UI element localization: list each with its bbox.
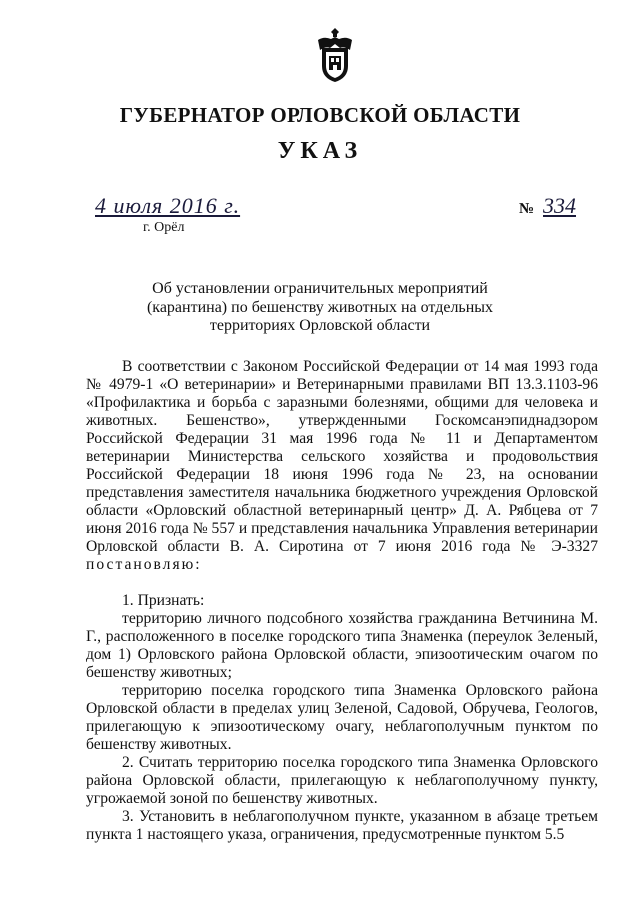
- decree-body: [86, 358, 598, 844]
- subject-line: (карантина) по бешенству животных на отдельных: [146, 298, 494, 316]
- number-label: №: [519, 201, 535, 217]
- handwritten-date: 4 июля 2016 г.: [95, 193, 241, 218]
- clause-3: 3. Установить в неблагополучном пункте, указанном в абзаце третьем пункта 1 настоящего указа, ограничения, предусмотренные пунктом 5.5: [86, 808, 598, 843]
- authority-title: ГУБЕРНАТОР ОРЛОВСКОЙ ОБЛАСТИ: [119, 103, 521, 127]
- clause-1-title: 1. Признать:: [122, 592, 205, 609]
- subject-line: Об установлении ограничительных мероприятий: [152, 280, 488, 297]
- clause-2: 2. Считать территорию поселка городского типа Знаменка Орловского района Орловской области, прилегающую к неблагополучному пункту, угрожаемой зоной по бешенству животных.: [86, 754, 598, 807]
- preamble-text: В соответствии с Законом Российской Федерации от 14 мая 1993 года № 4979-1 «О ветеринарии» и Ветеринарными правилами ВП 13.3.1103-96 «Профилактика и борьба с заразными болезнями, общими для человека и животных. Бешенство», утвержденными Госкомсанэпиднадзором Российской Федерации 31 мая 1996 года № 11 и Департаментом ветеринарии Министерства сельского хозяйства и продовольствия Российской Федерации 18 июня 1996 года № 23, на основании представления заместителя начальника бюджетного учреждения Орловской области «Орловский областной ветеринарный центр» Д. А. Рябцева от 7 июня 2016 года № 557 и представления начальника Управления ветеринарии Орловской области В. А. Сиротина от 7 июня 2016 года № Э-3327: [86, 358, 598, 555]
- clause-1-a: территорию личного подсобного хозяйства гражданина Ветчинина М. Г., расположенного в поселке городского типа Знаменка (переулок Зеленый, дом 1) Орловского района Орловской области, эпизоотическим очагом по бешенству животных;: [86, 610, 598, 681]
- handwritten-number: 334: [543, 193, 576, 218]
- city-label: г. Орёл: [143, 220, 185, 235]
- decree-subject: [100, 280, 540, 336]
- preamble-paragraph: [86, 358, 598, 574]
- coat-of-arms-icon: [314, 26, 356, 84]
- document-type-title: УКАЗ: [277, 138, 363, 164]
- clause-1-b: территорию поселка городского типа Знаменка Орловского района Орловской области в пределах улиц Зеленой, Садовой, Обручева, Геологов, прилегающую к эпизоотическому очагу, неблагополучным пунктом по бешенству животных.: [86, 682, 598, 753]
- subject-line: территориях Орловской области: [209, 317, 431, 334]
- decree-word: постановляю:: [86, 556, 202, 573]
